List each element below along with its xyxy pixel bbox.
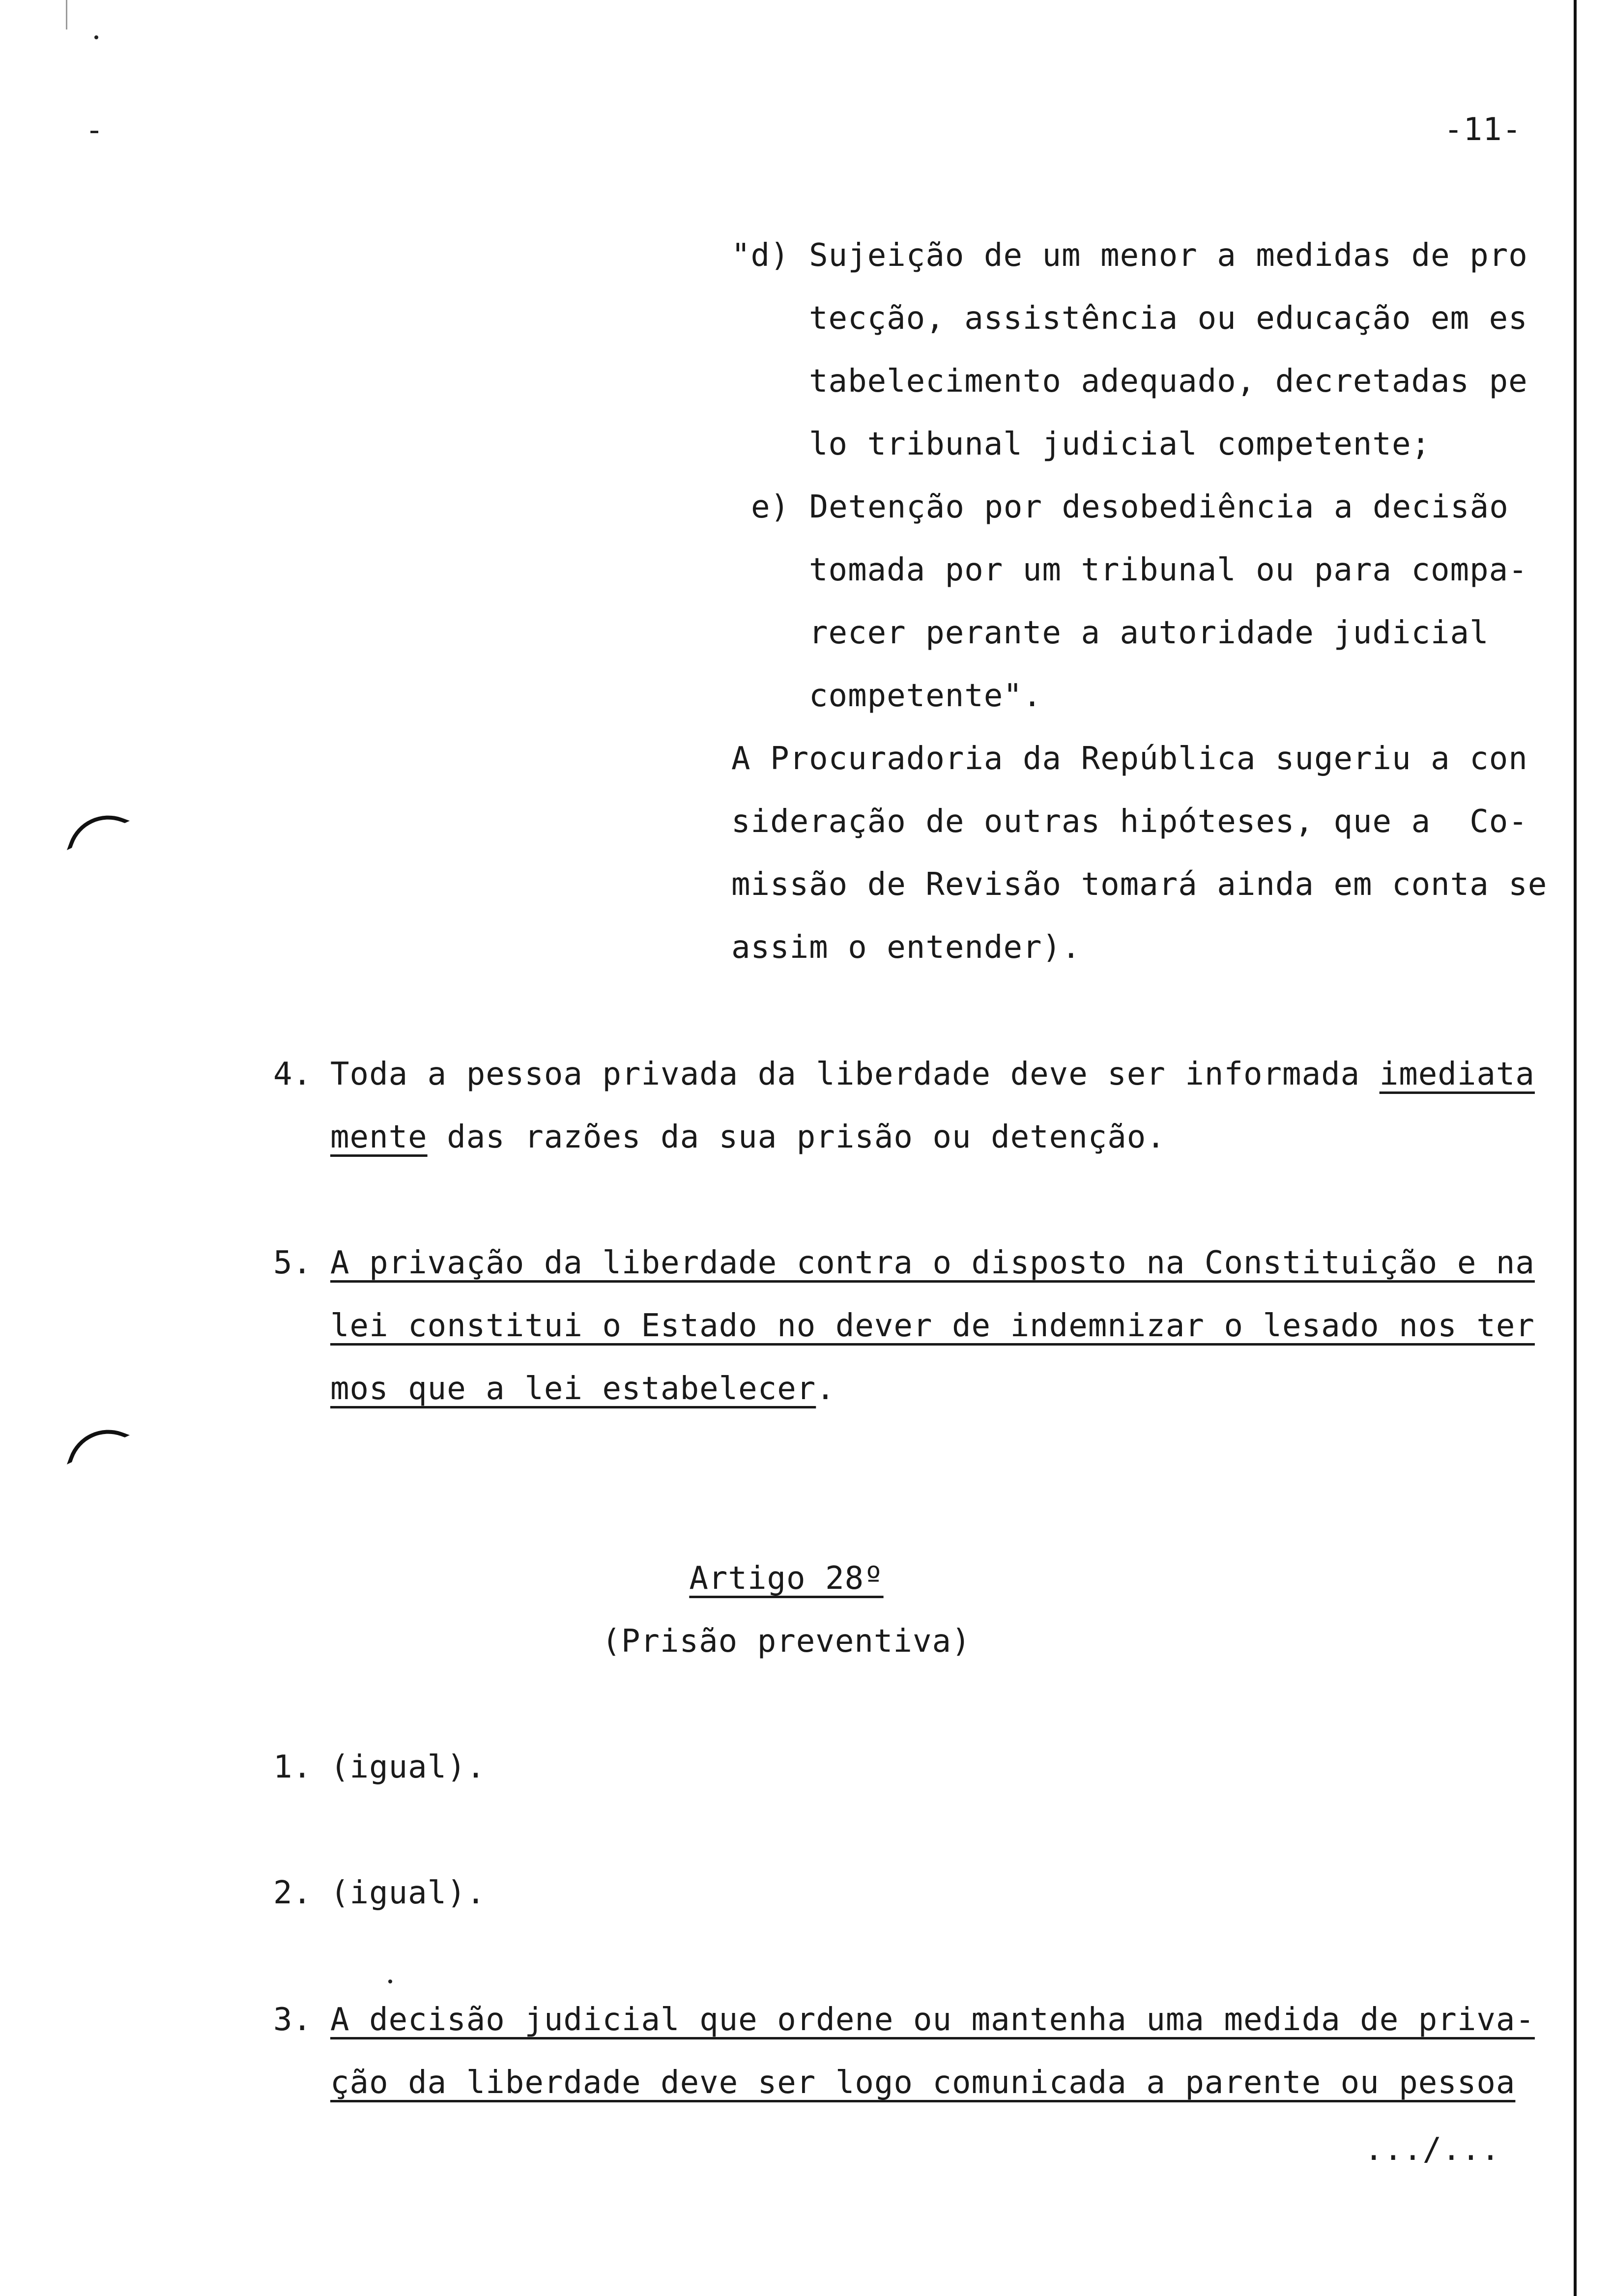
paragraph-4-number: 4. (273, 1056, 313, 1092)
binder-hole-mark (67, 804, 130, 867)
article-subtitle: (Prisão preventiva) (602, 1623, 971, 1660)
note-line-1: A Procuradoria da República sugeriu a con (731, 741, 1528, 777)
quote-d-line-4: lo tribunal judicial competente; (809, 426, 1431, 462)
paragraph-5-line-2: lei constitui o Estado no dever de indemnizar o lesado nos ter (330, 1308, 1535, 1344)
quote-e-line-2: tomada por um tribunal ou para compa- (809, 552, 1528, 588)
paragraph-5-line-3-text: mos que a lei estabelecer (330, 1371, 816, 1407)
paragraph-4-line-1-text: Toda a pessoa privada da liberdade deve ser informada (330, 1056, 1380, 1092)
paragraph-5-line-3 (330, 1373, 835, 1405)
article-item-1-text: (igual). (330, 1749, 486, 1785)
quote-e-line-3: recer perante a autoridade judicial (809, 615, 1489, 651)
speck (90, 131, 98, 133)
continuation-mark: .../... (1364, 2131, 1500, 2168)
paragraph-4-underlined-word: imediata (1379, 1056, 1535, 1092)
quote-e-line-1: e) Detenção por desobediência a decisão (751, 489, 1509, 525)
paragraph-3-line-1: A decisão judicial que ordene ou mantenha uma medida de priva- (330, 2002, 1535, 2038)
paragraph-4-line-1 (330, 1056, 1535, 1092)
note-line-4: assim o entender). (731, 929, 1081, 966)
paragraph-4-line-2 (330, 1121, 1166, 1153)
page-edge-line (1574, 0, 1577, 2296)
article-item-2-number: 2. (273, 1875, 313, 1911)
article-item-1-number: 1. (273, 1749, 313, 1785)
note-line-3: missão de Revisão tomará ainda em conta se (731, 866, 1548, 903)
paragraph-4-underlined-word-end: mente (330, 1119, 428, 1155)
page-number: -11- (1444, 112, 1522, 148)
article-title: Artigo 28º (689, 1560, 884, 1597)
quote-d-line-3: tabelecimento adequado, decretadas pe (809, 363, 1528, 400)
paragraph-5-line-3-period: . (816, 1371, 835, 1407)
quote-d-line-2: tecção, assistência ou educação em es (809, 300, 1528, 337)
paragraph-5-line-1: A privação da liberdade contra o disposto na Constituição e na (330, 1245, 1535, 1281)
speck (388, 1980, 392, 1983)
quote-d-line-1: "d) Sujeição de um menor a medidas de pro (731, 237, 1528, 274)
paragraph-4-line-2-text: das razões da sua prisão ou detenção. (427, 1119, 1166, 1155)
speck (94, 35, 98, 39)
binder-hole-mark (67, 1418, 130, 1481)
article-item-2-text: (igual). (330, 1875, 486, 1911)
note-line-2: sideração de outras hipóteses, que a Co- (731, 804, 1528, 840)
paragraph-3-line-2: ção da liberdade deve ser logo comunicada a parente ou pessoa (330, 2065, 1516, 2101)
paragraph-3-number: 3. (273, 2002, 313, 2038)
quote-e-line-4: competente". (809, 678, 1042, 714)
scan-margin-mark (66, 0, 67, 29)
paragraph-5-number: 5. (273, 1245, 313, 1281)
article-title-row (0, 1560, 1573, 1597)
